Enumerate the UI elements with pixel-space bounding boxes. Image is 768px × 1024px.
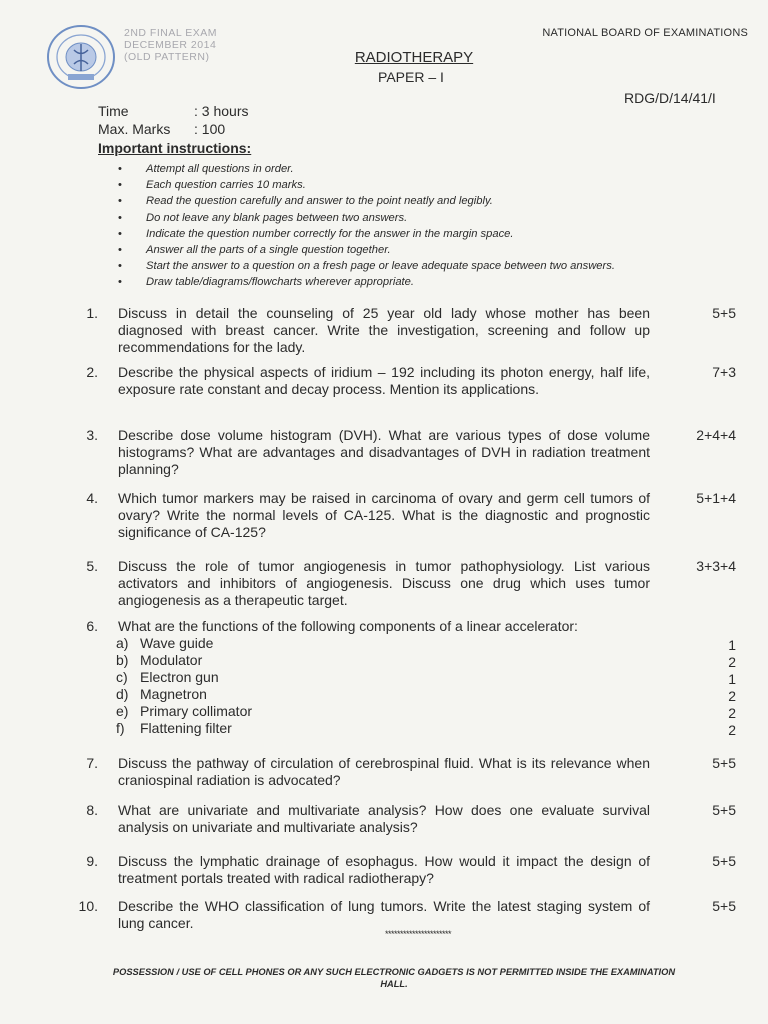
question-text: Describe the physical aspects of iridium – 192 including its photon energy, half life, exposure rate constant and decay process. Mention its applications. [118, 364, 650, 397]
q6-part-a [116, 635, 213, 651]
q6-part-a-marks: 1 [728, 637, 736, 653]
question-text: Describe the WHO classification of lung tumors. Write the latest staging system of lung cancer. [118, 898, 650, 931]
max-marks-label: Max. Marks [98, 121, 171, 137]
instructions-list [98, 161, 615, 291]
instruction-item: • Read the question carefully and answer to the point neatly and legibly. [98, 193, 615, 209]
question-marks: 5+5 [712, 305, 736, 321]
q6-part-d-marks: 2 [728, 688, 736, 704]
q6-part-c [116, 669, 219, 685]
instruction-item: • Start the answer to a question on a fresh page or leave adequate space between two answers. [98, 258, 615, 274]
question-number: 8. [86, 802, 98, 818]
question-number: 4. [86, 490, 98, 506]
q6-part-e [116, 703, 252, 719]
q6-part-d [116, 686, 207, 702]
instruction-item: • Do not leave any blank pages between two answers. [98, 210, 615, 226]
question-marks: 5+1+4 [696, 490, 736, 506]
question-marks: 5+5 [712, 898, 736, 914]
instruction-item: • Indicate the question number correctly for the answer in the margin space. [98, 226, 615, 242]
part-letter: c) [116, 669, 128, 685]
question-number: 10. [78, 898, 98, 914]
question-text: Discuss the lymphatic drainage of esophagus. How would it impact the design of treatment portals treated with radical radiotherapy? [118, 853, 650, 886]
part-letter: f) [116, 720, 125, 736]
part-letter: b) [116, 652, 129, 668]
question-text: What are the functions of the following components of a linear accelerator: [118, 618, 578, 634]
part-text: Electron gun [140, 669, 219, 685]
part-text: Flattening filter [140, 720, 232, 736]
stamp-line-1: 2ND FINAL EXAM [124, 27, 217, 39]
paper-code: RDG/D/14/41/I [624, 90, 716, 106]
part-letter: e) [116, 703, 129, 719]
question-text: Discuss the role of tumor angiogenesis in tumor pathophysiology. List various activators and inhibitors of angiogenesis. Discuss one drug which uses tumor angiogenesis as a therapeutic target. [118, 558, 650, 608]
question-number: 7. [86, 755, 98, 771]
time-row [98, 103, 248, 119]
instruction-item: • Draw table/diagrams/flowcharts wherever appropriate. [98, 274, 615, 290]
question-number: 5. [86, 558, 98, 574]
question-number: 9. [86, 853, 98, 869]
question-marks: 5+5 [712, 802, 736, 818]
q6-part-c-marks: 1 [728, 671, 736, 687]
q6-part-f [116, 720, 232, 736]
question-marks: 5+5 [712, 755, 736, 771]
part-text: Magnetron [140, 686, 207, 702]
question-marks: 2+4+4 [696, 427, 736, 443]
question-marks: 5+5 [712, 853, 736, 869]
question-number: 3. [86, 427, 98, 443]
max-marks-row [98, 121, 225, 137]
question-text: Describe dose volume histogram (DVH). What are various types of dose volume histograms? What are advantages and disadvantages of DVH in radiation treatment planning? [118, 427, 650, 477]
question-marks: 3+3+4 [696, 558, 736, 574]
paper-title: PAPER – I [378, 69, 444, 85]
q6-part-b [116, 652, 202, 668]
instruction-item: • Each question carries 10 marks. [98, 177, 615, 193]
stamp-line-2: DECEMBER 2014 [124, 39, 217, 51]
question-text: Discuss the pathway of circulation of cerebrospinal fluid. What is its relevance when craniospinal radiation is advocated? [118, 755, 650, 788]
part-text: Primary collimator [140, 703, 253, 719]
end-of-paper-marker: ********************** [384, 929, 452, 939]
max-marks-value: : 100 [194, 121, 226, 137]
question-marks: 7+3 [712, 364, 736, 380]
instruction-item: • Attempt all questions in order. [98, 161, 615, 177]
time-label: Time [98, 103, 129, 119]
part-letter: a) [116, 635, 129, 651]
question-text: Which tumor markers may be raised in carcinoma of ovary and germ cell tumors of ovary? Write the normal levels of CA-125. What is the diagnostic and prognostic significance of CA-125? [118, 490, 650, 540]
question-text: What are univariate and multivariate analysis? How does one evaluate survival analysis on univariate and multivariate analysis? [118, 802, 650, 835]
question-number: 2. [86, 364, 98, 380]
part-text: Wave guide [140, 635, 214, 651]
instructions-title: Important instructions: [98, 140, 252, 156]
question-text: Discuss in detail the counseling of 25 year old lady whose mother has been diagnosed with breast cancer. Write the investigation, screening and follow up recommendations for the lady. [118, 305, 650, 355]
time-value: : 3 hours [194, 103, 249, 119]
stamp-line-3: (OLD PATTERN) [124, 51, 210, 63]
part-letter: d) [116, 686, 129, 702]
footer-notice: POSSESSION / USE OF CELL PHONES OR ANY SUCH ELECTRONIC GADGETS IS NOT PERMITTED INSIDE THE EXAMINATION HALL. [112, 967, 676, 989]
q6-part-f-marks: 2 [728, 722, 736, 738]
q6-part-e-marks: 2 [728, 705, 736, 721]
part-text: Modulator [140, 652, 203, 668]
board-name: NATIONAL BOARD OF EXAMINATIONS [542, 27, 748, 39]
instruction-item: • Answer all the parts of a single question together. [98, 242, 615, 258]
q6-part-b-marks: 2 [728, 654, 736, 670]
subject-title: RADIOTHERAPY [354, 49, 474, 66]
question-number: 1. [86, 305, 98, 321]
question-number: 6. [86, 618, 98, 634]
